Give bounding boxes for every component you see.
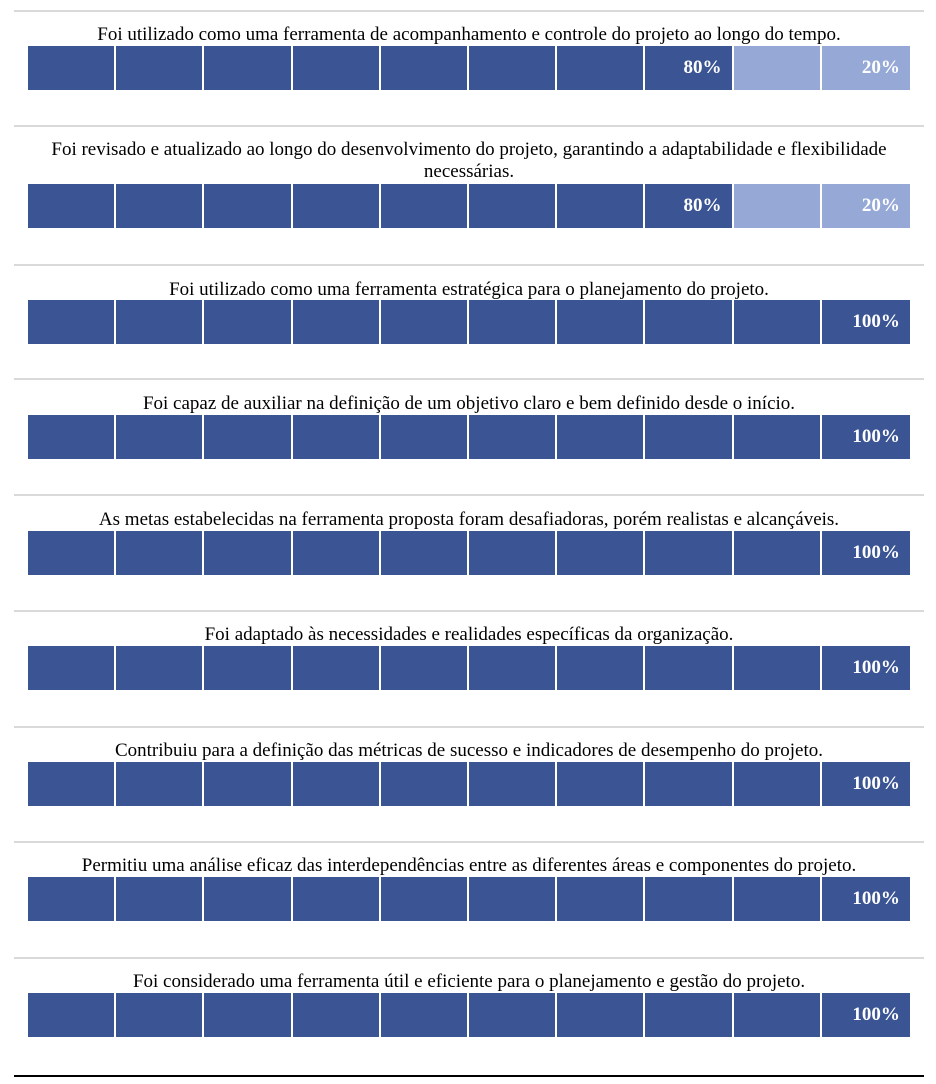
bar-segment [822, 877, 910, 921]
bar-segment [28, 993, 116, 1037]
statement-label: Foi capaz de auxiliar na definição de um objetivo claro e bem definido desde o início. [142, 393, 796, 414]
bar-segment [204, 762, 292, 806]
bar-segment [734, 646, 822, 690]
bar-segment [734, 531, 822, 575]
bar-segment [116, 184, 204, 228]
bar-segment [293, 877, 381, 921]
bar-segment [381, 46, 469, 90]
bar-segment [381, 300, 469, 344]
value-label: 100% [852, 542, 900, 563]
stacked-bar [28, 531, 910, 575]
statement-label: Permitiu uma análise eficaz das interdependências entre as diferentes áreas e componentes do projeto. [81, 855, 857, 876]
value-label: 80% [683, 195, 722, 216]
bar-segment [645, 877, 733, 921]
bar-segment [557, 531, 645, 575]
bar-segment [204, 993, 292, 1037]
bar-segment [381, 646, 469, 690]
bar-segment [822, 300, 910, 344]
bar-segment [822, 993, 910, 1037]
bar-segment [822, 184, 910, 228]
stacked-bar [28, 877, 910, 921]
statement-label: Foi adaptado às necessidades e realidades específicas da organização. [204, 624, 734, 645]
bar-segment [557, 646, 645, 690]
bar-segment [116, 46, 204, 90]
bar-segment [204, 646, 292, 690]
bar-segment [28, 415, 116, 459]
bar-segment [822, 415, 910, 459]
bar-segment [116, 877, 204, 921]
statement-label: Foi revisado e atualizado ao longo do desenvolvimento do projeto, garantindo a adaptabilidade e flexibilidade necessárias. [51, 139, 887, 182]
stacked-bar [28, 300, 910, 344]
bar-segment [293, 531, 381, 575]
value-label: 20% [861, 57, 900, 78]
bar-segment [204, 415, 292, 459]
bar-segment [293, 993, 381, 1037]
bar-segment [645, 300, 733, 344]
value-label: 100% [852, 773, 900, 794]
bar-segment [28, 531, 116, 575]
bar-segment [293, 646, 381, 690]
bar-segment [28, 762, 116, 806]
bar-segment [645, 993, 733, 1037]
row-divider [14, 378, 924, 380]
bar-segment [734, 762, 822, 806]
bar-segment [204, 877, 292, 921]
bar-segment [293, 415, 381, 459]
bar-segment [469, 184, 557, 228]
bar-segment [204, 46, 292, 90]
bar-segment [557, 877, 645, 921]
bar-segment [293, 762, 381, 806]
row-divider [14, 726, 924, 728]
stacked-bar [28, 646, 910, 690]
bar-segment [645, 531, 733, 575]
bar-segment [645, 646, 733, 690]
bar-segment [822, 531, 910, 575]
bar-segment [293, 300, 381, 344]
bar-segment [116, 762, 204, 806]
bottom-divider [14, 1075, 924, 1077]
row-divider [14, 125, 924, 127]
bar-segment [116, 531, 204, 575]
value-label: 100% [852, 311, 900, 332]
row-divider [14, 494, 924, 496]
stacked-bar [28, 762, 910, 806]
stacked-bar [28, 415, 910, 459]
stacked-bar [28, 993, 910, 1037]
bar-segment [469, 531, 557, 575]
bar-segment [557, 184, 645, 228]
statement-label: Foi utilizado como uma ferramenta estratégica para o planejamento do projeto. [169, 279, 769, 300]
stacked-bar [28, 46, 910, 90]
bar-segment [293, 46, 381, 90]
bar-segment [116, 415, 204, 459]
bar-segment [557, 993, 645, 1037]
value-label: 100% [852, 426, 900, 447]
bar-segment [28, 184, 116, 228]
statement-label: Contribuiu para a definição das métricas de sucesso e indicadores de desempenho do projeto. [114, 740, 824, 761]
bar-segment [469, 415, 557, 459]
bar-segment [116, 300, 204, 344]
bar-segment [645, 184, 733, 228]
bar-segment [469, 646, 557, 690]
bar-segment [645, 46, 733, 90]
bar-segment [645, 762, 733, 806]
bar-segment [734, 877, 822, 921]
bar-segment [381, 531, 469, 575]
row-divider [14, 841, 924, 843]
row-divider [14, 957, 924, 959]
value-label: 20% [861, 195, 900, 216]
bar-segment [822, 646, 910, 690]
bar-segment [557, 415, 645, 459]
bar-segment [645, 415, 733, 459]
bar-segment [381, 877, 469, 921]
bar-segment [204, 531, 292, 575]
bar-segment [381, 993, 469, 1037]
bar-segment [28, 46, 116, 90]
bar-segment [469, 300, 557, 344]
bar-segment [469, 762, 557, 806]
bar-segment [28, 877, 116, 921]
bar-segment [734, 300, 822, 344]
bar-segment [381, 762, 469, 806]
value-label: 100% [852, 1004, 900, 1025]
bar-segment [822, 762, 910, 806]
bar-segment [469, 877, 557, 921]
value-label: 100% [852, 657, 900, 678]
row-divider [14, 10, 924, 12]
statement-label: Foi utilizado como uma ferramenta de acompanhamento e controle do projeto ao longo do tempo. [97, 24, 841, 45]
bar-segment [204, 300, 292, 344]
value-label: 100% [852, 888, 900, 909]
bar-segment [822, 46, 910, 90]
bar-segment [116, 646, 204, 690]
bar-segment [734, 993, 822, 1037]
bar-segment [734, 46, 822, 90]
bar-segment [381, 415, 469, 459]
bar-segment [557, 46, 645, 90]
statement-label: As metas estabelecidas na ferramenta proposta foram desafiadoras, porém realistas e alcançáveis. [98, 509, 840, 530]
bar-segment [734, 415, 822, 459]
bar-segment [116, 993, 204, 1037]
value-label: 80% [683, 57, 722, 78]
bar-segment [557, 300, 645, 344]
bar-segment [293, 184, 381, 228]
bar-segment [469, 993, 557, 1037]
bar-segment [28, 646, 116, 690]
bar-segment [28, 300, 116, 344]
stacked-bar [28, 184, 910, 228]
bar-segment [469, 46, 557, 90]
bar-segment [557, 762, 645, 806]
bar-segment [381, 184, 469, 228]
row-divider [14, 610, 924, 612]
bar-segment [734, 184, 822, 228]
row-divider [14, 264, 924, 266]
statement-label: Foi considerado uma ferramenta útil e eficiente para o planejamento e gestão do projeto. [132, 971, 806, 992]
bar-segment [204, 184, 292, 228]
